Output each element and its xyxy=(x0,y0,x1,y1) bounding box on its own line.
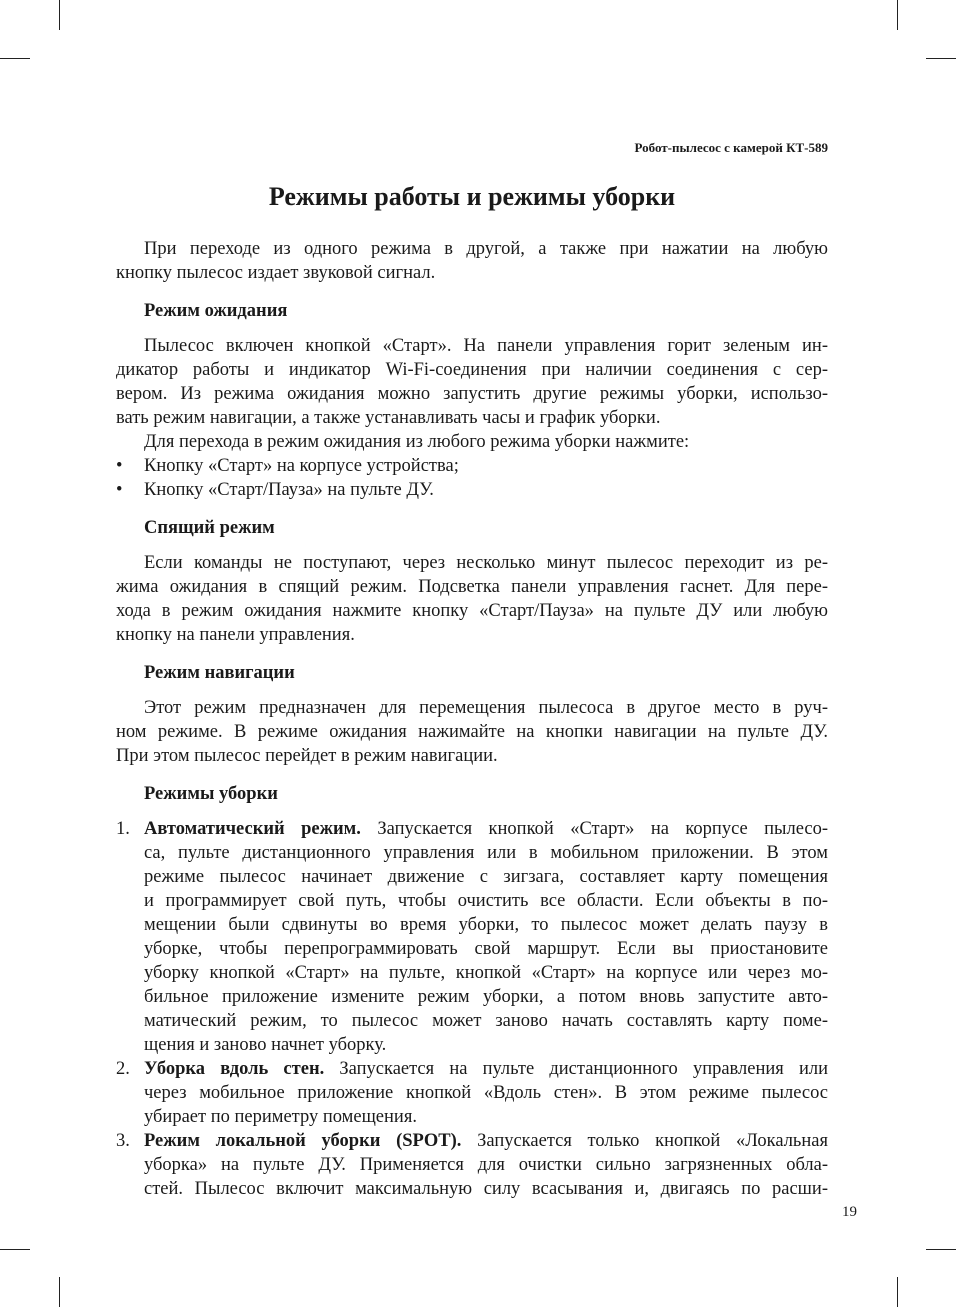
paragraph xyxy=(116,430,828,454)
text-line: кнопку на панели управления. xyxy=(116,625,355,645)
crop-mark xyxy=(926,1249,956,1250)
text-line: са, пульте дистанционного управления или в мобильном приложении. В этом xyxy=(144,843,828,863)
text-line: Этот режим предназначен для перемещения пылесоса в другое место в руч- xyxy=(144,698,828,718)
crop-mark xyxy=(59,0,60,30)
text-line: щения и заново начнет уборку. xyxy=(144,1035,387,1055)
paragraph xyxy=(116,551,828,647)
section-heading: Спящий режим xyxy=(144,518,275,538)
paragraph xyxy=(116,334,828,430)
text-line: уборке, чтобы перепрограммировать свой маршрут. Если вы приостановите xyxy=(144,939,828,959)
text-line: уборка» на пульте ДУ. Применяется для очистки сильно загрязненных обла- xyxy=(144,1155,828,1175)
list-item xyxy=(116,817,828,1057)
text-line: стей. Пылесос включит максимальную силу всасывания и, двигаясь по расши- xyxy=(144,1179,828,1199)
crop-mark xyxy=(0,58,30,59)
crop-mark xyxy=(0,1249,30,1250)
text-line: жима ожидания в спящий режим. Подсветка панели управления гаснет. Для пере- xyxy=(116,577,828,597)
bullet-text: Кнопку «Старт/Пауза» на пульте ДУ. xyxy=(144,480,434,500)
text-line xyxy=(144,1129,828,1153)
text-line: режиме пылесос начинает движение с зигзага, составляет карту помещения xyxy=(144,867,828,887)
page-number: 19 xyxy=(842,1204,857,1220)
section-heading: Режим навигации xyxy=(144,663,295,683)
section-heading: Режимы уборки xyxy=(144,784,278,804)
crop-mark xyxy=(897,0,898,30)
item-lead: Режим локальной уборки (SPOT). xyxy=(144,1131,462,1151)
text-line: Пылесос включен кнопкой «Старт». На панели управления горит зеленым ин- xyxy=(144,336,828,356)
text-line: матический режим, то пылесос может заново начать составлять карту поме- xyxy=(144,1011,828,1031)
text-line xyxy=(144,817,828,841)
text-line: При этом пылесос перейдет в режим навигации. xyxy=(116,746,498,766)
bullet-icon: • xyxy=(116,456,123,476)
text-line: Если команды не поступают, через несколько минут пылесос переходит из ре- xyxy=(144,553,828,573)
bullet-icon: • xyxy=(116,480,123,500)
text-line: вером. Из режима ожидания можно запустить другие режимы уборки, использо- xyxy=(116,384,828,404)
list-number: 3. xyxy=(116,1131,130,1151)
bullet-item xyxy=(116,454,828,478)
item-text: Запускается на пульте дистанционного управления или xyxy=(324,1059,828,1079)
list-item xyxy=(116,1129,828,1201)
list-number: 2. xyxy=(116,1059,130,1079)
crop-mark xyxy=(926,58,956,59)
text-line: убирает по периметру помещения. xyxy=(144,1107,417,1127)
page-title: Режимы работы и режимы уборки xyxy=(268,182,676,211)
paragraph xyxy=(116,696,828,768)
body-text xyxy=(116,237,828,1201)
item-text: Запускается кнопкой «Старт» на корпусе пылесо- xyxy=(360,819,828,839)
text-line: мещении были сдвинуты во время уборки, то пылесос может делать паузу в xyxy=(144,915,828,935)
crop-mark xyxy=(897,1277,898,1307)
text-line: Для перехода в режим ожидания из любого режима уборки нажмите: xyxy=(144,432,690,452)
section-heading: Режим ожидания xyxy=(144,301,288,321)
text-line: При переходе из одного режима в другой, а также при нажатии на любую xyxy=(144,239,828,259)
crop-mark xyxy=(59,1277,60,1307)
list-item xyxy=(116,1057,828,1129)
text-line: и программирует свой путь, чтобы очистить все области. Если объекты в по- xyxy=(144,891,828,911)
bullet-item xyxy=(116,478,828,502)
bullet-text: Кнопку «Старт» на корпусе устройства; xyxy=(144,456,459,476)
list-number: 1. xyxy=(116,819,130,839)
text-line: через мобильное приложение кнопкой «Вдоль стен». В этом режиме пылесос xyxy=(144,1083,828,1103)
text-line: кнопку пылесос издает звуковой сигнал. xyxy=(116,263,436,283)
text-line: вать режим навигации, а также устанавливать часы и график уборки. xyxy=(116,408,661,428)
text-line: ном режиме. В режиме ожидания нажимайте на кнопки навигации на пульте ДУ. xyxy=(116,722,828,742)
text-line: хода в режим ожидания нажмите кнопку «Старт/Пауза» на пульте ДУ или любую xyxy=(116,601,828,621)
item-lead: Уборка вдоль стен. xyxy=(144,1059,325,1079)
running-header: Робот-пылесос с камерой КТ-589 xyxy=(634,140,828,155)
item-lead: Автоматический режим. xyxy=(144,819,361,839)
text-line xyxy=(144,1057,828,1081)
paragraph xyxy=(116,237,828,285)
text-line: бильное приложение измените режим уборки, а потом вновь запустите авто- xyxy=(144,987,828,1007)
text-line: дикатор работы и индикатор Wi-Fi-соединения при наличии соединения с сер- xyxy=(116,360,828,380)
item-text: Запускается только кнопкой «Локальная xyxy=(461,1131,828,1151)
text-line: уборку кнопкой «Старт» на пульте, кнопкой «Старт» на корпусе или через мо- xyxy=(144,963,828,983)
